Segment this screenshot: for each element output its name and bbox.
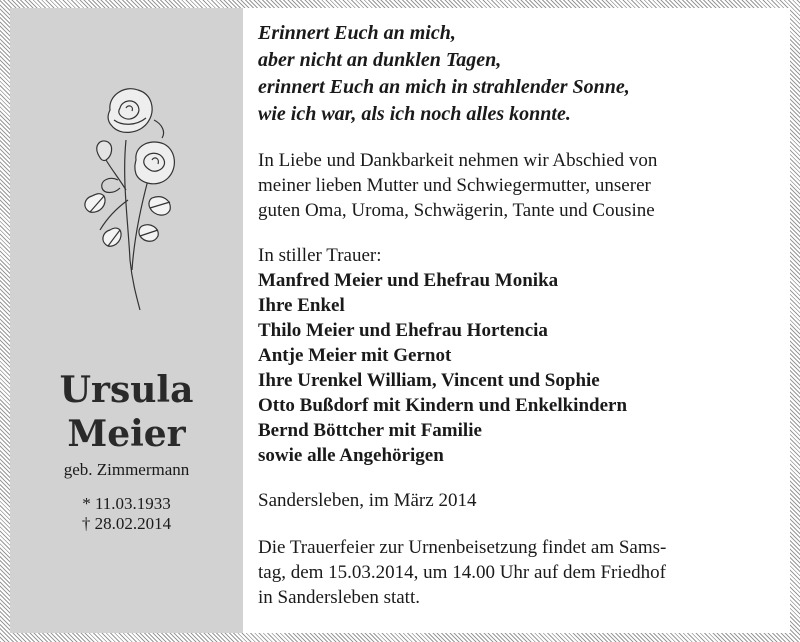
right-panel bbox=[243, 8, 790, 633]
deceased-first-name: Ursula bbox=[59, 369, 194, 411]
mourner-line: Ihre Enkel bbox=[258, 295, 345, 316]
mourner-line: Ihre Urenkel William, Vincent und Sophie bbox=[258, 370, 600, 391]
life-dates bbox=[10, 494, 243, 534]
deceased-last-name: Meier bbox=[67, 413, 186, 455]
place-date: Sandersleben, im März 2014 bbox=[258, 490, 477, 511]
poem-line: Erinnert Euch an mich, bbox=[258, 22, 456, 44]
ceremony-text bbox=[258, 535, 780, 610]
deceased-maiden-name: geb. Zimmermann bbox=[63, 460, 190, 479]
poem-line: erinnert Euch an mich in strahlender Sonne, bbox=[258, 76, 630, 98]
poem-line: aber nicht an dunklen Tagen, bbox=[258, 49, 502, 71]
poem-line: wie ich war, als ich noch alles konnte. bbox=[258, 103, 571, 125]
obituary-inner bbox=[10, 8, 790, 633]
farewell-text bbox=[258, 148, 780, 223]
death-date: † 28.02.2014 bbox=[81, 514, 172, 533]
mourner-line: sowie alle Angehörigen bbox=[258, 445, 444, 466]
farewell-line: In Liebe und Dankbarkeit nehmen wir Abschied von bbox=[258, 150, 658, 171]
mourner-line: Bernd Böttcher mit Familie bbox=[258, 420, 482, 441]
ceremony-line: tag, dem 15.03.2014, um 14.00 Uhr auf dem Friedhof bbox=[258, 562, 666, 583]
mourner-line: Manfred Meier und Ehefrau Monika bbox=[258, 270, 559, 291]
mourner-line: Antje Meier mit Gernot bbox=[258, 345, 452, 366]
mourners-list bbox=[258, 243, 780, 468]
poem bbox=[258, 20, 780, 128]
birth-date: * 11.03.1933 bbox=[82, 494, 171, 513]
left-panel bbox=[10, 8, 243, 633]
mourner-line: Thilo Meier und Ehefrau Hortencia bbox=[258, 320, 548, 341]
farewell-line: guten Oma, Uroma, Schwägerin, Tante und Cousine bbox=[258, 200, 655, 221]
ceremony-line: in Sandersleben statt. bbox=[258, 587, 420, 608]
mourner-line: Otto Bußdorf mit Kindern und Enkelkindern bbox=[258, 395, 628, 416]
farewell-line: meiner lieben Mutter und Schwiegermutter, unserer bbox=[258, 175, 651, 196]
mourning-intro: In stiller Trauer: bbox=[258, 245, 382, 266]
rose-icon bbox=[70, 80, 180, 315]
deceased-name-block bbox=[10, 368, 243, 534]
ceremony-line: Die Trauerfeier zur Urnenbeisetzung findet am Sams- bbox=[258, 537, 667, 558]
